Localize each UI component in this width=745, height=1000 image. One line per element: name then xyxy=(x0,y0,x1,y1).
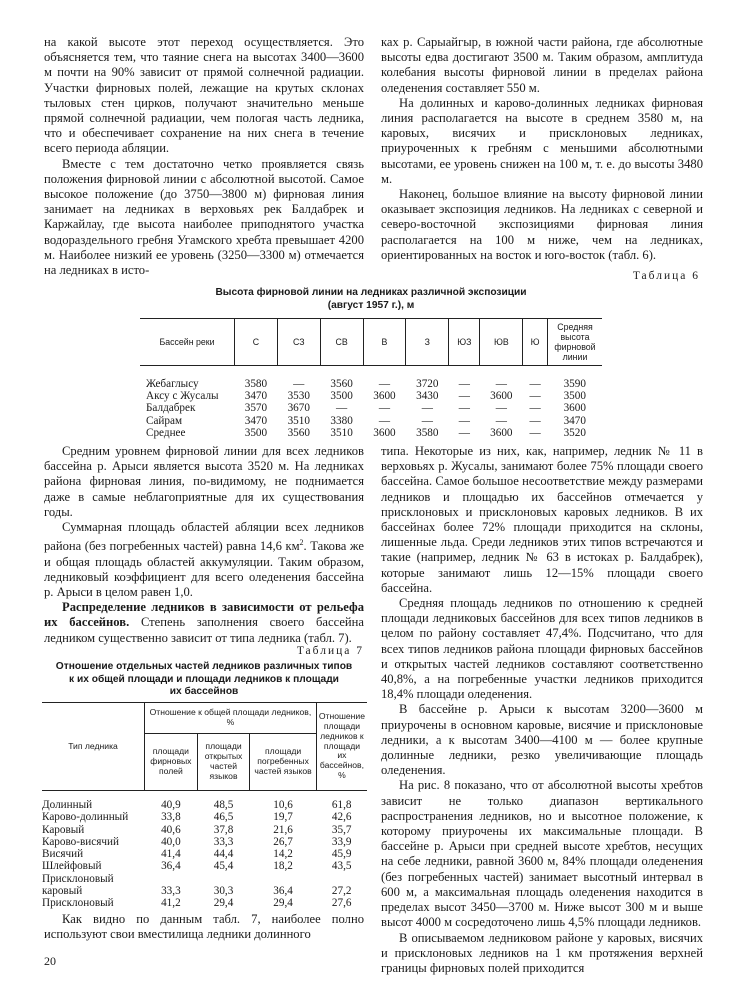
table-cell: 40,9 xyxy=(161,799,181,811)
table-cell: Шлейфовый xyxy=(42,860,102,873)
table-cell: 3600 xyxy=(490,390,513,403)
table-cell: 21,6 xyxy=(273,823,293,836)
table-cell: Присклоновый xyxy=(42,872,114,885)
table-cell: Долинный xyxy=(42,799,93,811)
table-cell: — xyxy=(378,414,391,427)
table-cell: 36,4 xyxy=(161,860,181,873)
table-row xyxy=(42,811,367,823)
table6-title xyxy=(140,287,602,312)
table-row xyxy=(42,848,367,860)
table-cell: 37,8 xyxy=(213,823,234,836)
paragraph: На рис. 8 показано, что от абсолютной высоты хребтов зависит не только диапазон вертикального распространения ледников, но и высотное положение, к которому приурочены их максимальные площади. В бассейне р. Арыси при средней высоте хребтов, несущих на себе ледники, равной 3600 м, 84% площади оледенения (без погребенных частей) занимает высотный интервал в 600 м, а максимальная площадь оледенения находится в пределах высот 3450—3700 м. Ниже высот 300 м и выше высот 4000 м сосредоточено лишь 4,5% площади ледников. xyxy=(381,778,703,930)
table-cell: — xyxy=(336,402,348,415)
table-cell: Сайрам xyxy=(146,414,183,427)
table-cell: 3670 xyxy=(287,402,310,415)
table-cell: 18,2 xyxy=(273,860,293,873)
table-cell: — xyxy=(293,378,305,390)
table-cell: 40,6 xyxy=(161,823,181,836)
table-cell: 10,6 xyxy=(273,799,293,811)
table-cell: 3510 xyxy=(330,426,353,439)
paragraph: Средняя площадь ледников по отношению к средней площади ледниковых бассейнов для всех типов ледников в целом по району составляет 47,4%. Подсчитано, что для всех типов ледников района площади фирновых бассейнов и открытых частей ледников составляют соответственно 40,8%, а на погребенные участки ледников приходится 18,4% площади оледенения. xyxy=(381,596,703,702)
table-cell: Висячий xyxy=(42,848,84,861)
table-cell: — xyxy=(529,378,541,390)
table-cell xyxy=(250,873,317,885)
table-cell: 3500 xyxy=(244,426,268,439)
table-cell: — xyxy=(458,426,470,439)
table-cell: — xyxy=(421,402,433,415)
table-row xyxy=(42,791,367,812)
text: Степень заполнения своего бассейна ледником существенно зависит от типа ледника (табл. 7). xyxy=(44,615,364,645)
table-cell: 3600 xyxy=(490,426,513,439)
table7-header: площади открытых частей языков xyxy=(197,734,250,791)
table-row xyxy=(42,885,367,897)
table-cell: — xyxy=(458,378,470,390)
paragraph: На долинных и карово-долинных ледниках фирновая линия располагается на высоте в среднем 3580 м, на каровых, висячих и присклоновых ледниках, приуроченных к гребням с меньшими абсолютными высотами, ее уровень снижен на 100 м, т. е. до высоты 3480 м. xyxy=(381,95,703,186)
table6-caption: Таблица 6 xyxy=(632,270,700,282)
table-cell: 29,4 xyxy=(213,897,234,910)
left-column-bottom xyxy=(44,912,364,942)
table-cell: 3560 xyxy=(287,426,310,439)
table-cell: 26,7 xyxy=(273,835,293,848)
table-cell: — xyxy=(458,402,470,415)
paragraph: Наконец, большое влияние на высоту фирновой линии оказывает экспозиция ледников. На ледниках с северной и северо-восточной экспозициями фирновая линия располагается на 100 м ниже, чем на ледниках, ориентированных на восток и юго-восток (табл. 6). xyxy=(381,187,703,262)
table-cell: 40,0 xyxy=(161,835,181,848)
table-cell: 3590 xyxy=(563,378,586,390)
table-cell: 3470 xyxy=(244,390,268,403)
paragraph: Как видно по данным табл. 7, наиболее полно используют свои вместилища ледники долинного xyxy=(44,912,364,942)
left-column-top xyxy=(44,35,364,278)
paragraph: типа. Некоторые из них, как, например, ледник № 11 в верховьях р. Жусалы, занимают более 75% площади своего бассейна. Самое большое несоответствие между размерами ледников и площадью их бассейнов отмечается у присклоновых и присклоновых каровых ледников. В их бассейнах более 72% площади приходится на склоны, лишенные льда. Среди ледников этих типов встречаются и такие (например, ледник № 63 в истоках р. Балдабрек), которые занимают лишь 12—15% площади своего бассейна. xyxy=(381,444,703,595)
table-row xyxy=(42,897,367,909)
table-cell: 36,4 xyxy=(273,885,293,898)
table-cell: — xyxy=(529,390,541,403)
table7-wrap xyxy=(42,702,367,910)
table-row xyxy=(42,824,367,836)
table-cell: 48,5 xyxy=(213,799,234,811)
table-cell: 33,9 xyxy=(331,835,352,848)
table-cell: — xyxy=(378,402,391,415)
table-cell: — xyxy=(458,390,470,403)
table-cell: — xyxy=(378,378,391,390)
table-row xyxy=(42,860,367,872)
table7-title-line: к их общей площади и площади ледников к площади xyxy=(69,673,339,685)
table-cell: 3600 xyxy=(563,402,586,415)
table-cell: — xyxy=(495,378,507,390)
section-heading: Распределение ледников в зависимости от рельефа их бассейнов. xyxy=(44,600,364,630)
paragraph: на какой высоте этот переход осуществляется. Это объясняется тем, что таяние снега на высотах 3400—3600 м почти на 90% зависит от прямой солнечной радиации. Участки фирновых полей, лежащие на крутых склонах тыловых стен цирков, получают значительно меньше прямой солнечной радиации, чем пологая часть ледника, что и обеспечивает сохранение на них снега в течение всего периода абляции. xyxy=(44,35,364,156)
table7-caption: Таблица 7 xyxy=(296,645,364,657)
table-cell: 14,2 xyxy=(273,848,293,861)
table-row xyxy=(42,836,367,848)
table-cell: Аксу с Жусалы xyxy=(146,390,219,403)
table-cell: — xyxy=(529,426,541,439)
table-row xyxy=(140,402,602,414)
table6-header: Бассейн реки xyxy=(140,319,235,366)
table-cell: Присклоновый xyxy=(42,897,114,910)
table-cell: 3580 xyxy=(244,378,268,390)
table-cell: 27,6 xyxy=(331,897,352,910)
table6-title-line: Высота фирновой линии на ледниках различной экспозиции xyxy=(215,287,527,298)
table-cell: 42,6 xyxy=(331,811,352,824)
table6-title-line: (август 1957 г.), м xyxy=(327,299,415,311)
table-cell: 46,5 xyxy=(213,811,234,824)
paragraph: ках р. Сарыайгыр, в южной части района, где абсолютные высоты едва достигают 3500 м. Таким образом, амплитуда колебания высоты фирновой линии в пределах района оледенения составляет 550 м. xyxy=(381,35,703,95)
paragraph: В описываемом ледниковом районе у каровых, висячих и присклоновых ледников на 1 км протяжения верхней границы фирновых полей приходится xyxy=(381,930,703,975)
table-cell: 41,4 xyxy=(161,848,181,861)
table-cell: 3500 xyxy=(330,390,353,403)
table7-header: Тип ледника xyxy=(42,703,145,791)
right-column-top xyxy=(381,35,703,263)
table7-header-row xyxy=(42,703,367,734)
right-column-mid xyxy=(381,444,703,976)
table-row xyxy=(42,873,367,885)
table-cell: 27,2 xyxy=(331,885,352,898)
paragraph: В бассейне р. Арыси к высотам 3200—3600 м приурочены в основном каровые, висячие и присклоновые ледники, а к высотам 3400—4100 м — более крупные долинные ледники, резко увеличивающие площадь оледенения. xyxy=(381,702,703,778)
table-cell: 19,7 xyxy=(273,811,293,824)
table-cell: Жебаглысу xyxy=(146,378,199,390)
table6-header: СВ xyxy=(320,319,363,366)
table6-header: С xyxy=(235,319,278,366)
table-cell: 3720 xyxy=(416,378,439,390)
table-cell: 3380 xyxy=(330,414,353,427)
table6-header-row xyxy=(140,319,602,366)
table-cell: 3470 xyxy=(244,414,268,427)
page-number: 20 xyxy=(44,954,56,968)
table-cell: 61,8 xyxy=(331,799,352,811)
table-cell: 3560 xyxy=(330,378,353,390)
paragraph xyxy=(44,600,364,646)
table-cell: Карово-долинный xyxy=(42,811,129,824)
table-cell: 3600 xyxy=(373,390,396,403)
table-row xyxy=(140,427,602,439)
table-cell: 3510 xyxy=(287,414,310,427)
table7-header: Отношение площади ледников к площади их бассейнов, % xyxy=(316,703,367,791)
left-column-mid xyxy=(44,444,364,646)
paragraph: Средним уровнем фирновой линии для всех ледников бассейна р. Арыси является высота 3520 м. На ледниках района фирновая линия, по-видимому, не поднимается даже в самые неблагоприятные для их существования годы. xyxy=(44,444,364,519)
paragraph: Вместе с тем достаточно четко проявляется связь положения фирновой линии с абсолютной высотой. Самое высокое положение (до 3750—3800 м) фирновая линия занимает на ледниках в верховьях рек Балдабрек и Каржайлау, где высота наиболее приподнятого участка водораздельного гребня Угамского хребта превышает 4200 м. Наиболее низкий ее уровень (3250—3300 м) отмечается на ледниках в исто- xyxy=(44,156,364,278)
superscript: 2 xyxy=(299,538,304,548)
table6-header: ЮВ xyxy=(480,319,523,366)
table7 xyxy=(42,702,367,910)
table7-title-line: их бассейнов xyxy=(169,686,239,697)
table-cell xyxy=(197,873,250,885)
table-cell: 3430 xyxy=(416,390,439,403)
table-cell: Балдабрек xyxy=(146,402,196,415)
table-cell: — xyxy=(529,414,541,427)
table7-header: площади погребенных частей языков xyxy=(250,734,317,791)
table7-header: площади фирновых полей xyxy=(145,734,198,791)
table-cell: 3520 xyxy=(563,426,586,439)
paragraph xyxy=(44,520,364,600)
table-cell: 45,9 xyxy=(331,848,352,861)
table-cell: 33,3 xyxy=(213,835,234,848)
table-cell: 3570 xyxy=(244,402,268,415)
table7-title xyxy=(44,661,364,699)
table-cell: 45,4 xyxy=(213,860,234,873)
text: . Такова же и общая площадь областей аккумуляции. Таким образом, ледниковый коэффициент для всего оледенения бассейна р. Арыси в целом равен 1,0. xyxy=(44,539,364,600)
table-cell: — xyxy=(529,402,541,415)
table-cell: 43,5 xyxy=(331,860,352,873)
table-cell: 44,4 xyxy=(213,848,234,861)
table-cell: — xyxy=(495,402,507,415)
table-cell: 3500 xyxy=(563,390,586,403)
table-cell: 41,2 xyxy=(161,897,181,910)
table-row xyxy=(140,415,602,427)
table-cell: 33,8 xyxy=(161,811,181,824)
table-cell: 30,3 xyxy=(213,885,234,898)
table6-header: СЗ xyxy=(277,319,320,366)
table-cell: — xyxy=(421,414,433,427)
table-cell xyxy=(145,873,198,885)
table6-header: В xyxy=(363,319,406,366)
table-cell: Каровый xyxy=(42,823,85,836)
table7-title-line: Отношение отдельных частей ледников различных типов xyxy=(55,661,353,672)
table6-header: Ю xyxy=(523,319,548,366)
table-cell: Карово-висячий xyxy=(42,835,119,848)
table-cell: 3580 xyxy=(416,426,439,439)
table-cell xyxy=(316,873,367,885)
table7-header: Отношение к общей площади ледников, % xyxy=(145,703,317,734)
table-cell: 29,4 xyxy=(273,897,293,910)
table-cell: 35,7 xyxy=(331,823,352,836)
table-cell: — xyxy=(458,414,470,427)
table-cell: каровый xyxy=(42,885,83,898)
table6 xyxy=(140,318,602,439)
table6-header: З xyxy=(406,319,449,366)
table-cell: Среднее xyxy=(146,426,186,439)
text: Суммарная площадь областей абляции всех ледников района (без погребенных частей) равна 14,6 км xyxy=(44,520,364,554)
table6-header: ЮЗ xyxy=(449,319,480,366)
table-cell: 3470 xyxy=(563,414,586,427)
table-row xyxy=(140,390,602,402)
table-cell: — xyxy=(495,414,507,427)
table-cell: 33,3 xyxy=(161,885,181,898)
table6-header: Средняя высота фирновой линии xyxy=(548,319,603,366)
table-row xyxy=(140,366,602,391)
table-cell: 3600 xyxy=(373,426,396,439)
table-cell: 3530 xyxy=(287,390,310,403)
